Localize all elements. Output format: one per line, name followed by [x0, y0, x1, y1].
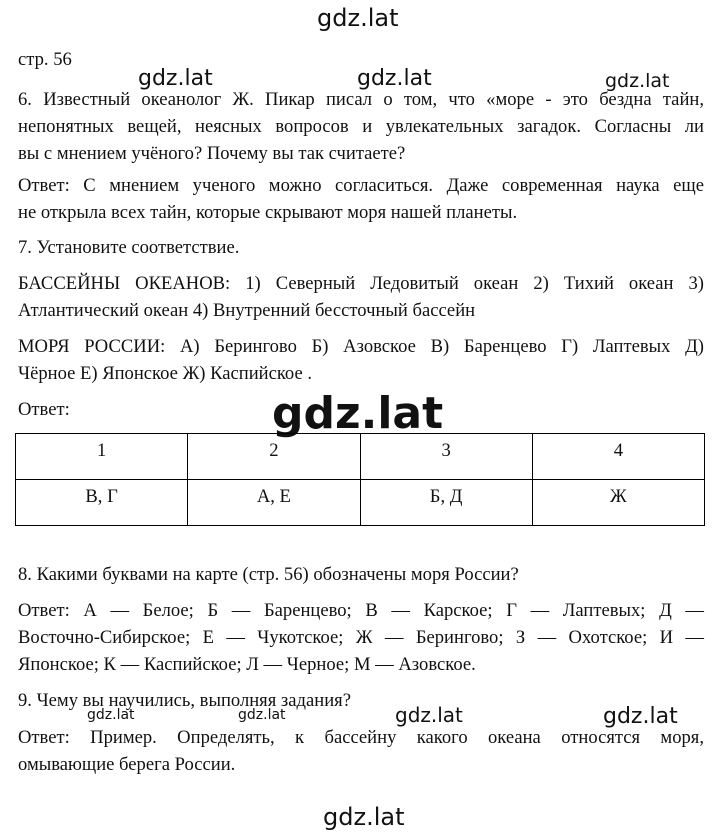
- table-header-cell: 3: [360, 434, 532, 480]
- watermark-row1-b: gdz.lat: [357, 66, 432, 91]
- question-8-title: 8. Какими буквами на карте (стр. 56) обозначены моря России?: [18, 564, 519, 585]
- answer-9-line: Ответ: Пример. Определять, к бассейну какого океана относятся моря,: [18, 727, 704, 748]
- watermark-row2-small-b: gdz.lat: [238, 707, 286, 723]
- watermark-row1-c: gdz.lat: [605, 70, 670, 92]
- question-6-line: 6. Известный океанолог Ж. Пикар писал о том, что «море - это бездна тайн,: [18, 89, 704, 110]
- table-cell: Б, Д: [360, 480, 532, 526]
- question-7-basins: [18, 270, 704, 324]
- watermark-bottom: gdz.lat: [323, 803, 405, 831]
- basins-line: Атлантический океан 4) Внутренний бессточный бассейн: [18, 300, 476, 321]
- question-6-line: вы с мнением учёного? Почему вы так считаете?: [18, 143, 406, 164]
- answer-8-line: Японское; К — Каспийское; Л — Черное; М — Азовское.: [18, 654, 476, 675]
- answer-7-label: Ответ:: [18, 399, 70, 420]
- answer-8-line: Ответ: А — Белое; Б — Баренцево; В — Карское; Г — Лаптевых; Д —: [18, 600, 704, 621]
- answer-7-table: [15, 433, 705, 526]
- table-header-row: [16, 434, 705, 480]
- watermark-row2-big-b: gdz.lat: [603, 704, 678, 729]
- table-header-cell: 1: [16, 434, 188, 480]
- table-header-cell: 2: [188, 434, 360, 480]
- table-header-cell: 4: [532, 434, 704, 480]
- watermark-center-big: gdz.lat: [272, 388, 444, 439]
- answer-8-line: Восточно-Сибирское; Е — Чукотское; Ж — Берингово; З — Охотское; И —: [18, 627, 704, 648]
- page-reference: стр. 56: [18, 49, 72, 70]
- table-cell: А, Е: [188, 480, 360, 526]
- watermark-row1-a: gdz.lat: [138, 66, 213, 91]
- question-6: [18, 86, 704, 167]
- answer-6-line: не открыла всех тайн, которые скрывают моря нашей планеты.: [18, 202, 518, 223]
- seas-line: Чёрное Е) Японское Ж) Каспийское .: [18, 363, 313, 384]
- basins-line: БАССЕЙНЫ ОКЕАНОВ: 1) Северный Ледовитый океан 2) Тихий океан 3): [18, 273, 704, 294]
- question-6-line: непонятных вещей, неясных вопросов и увлекательных загадок. Согласны ли: [18, 116, 704, 137]
- table-cell: Ж: [532, 480, 704, 526]
- answer-6-line: Ответ: С мнением ученого можно согласиться. Даже современная наука еще: [18, 175, 704, 196]
- answer-9-line: омывающие берега России.: [18, 754, 236, 775]
- watermark-row2-big-a: gdz.lat: [395, 703, 463, 727]
- question-7-title: 7. Установите соответствие.: [18, 237, 240, 258]
- answer-8: [18, 597, 704, 678]
- seas-line: МОРЯ РОССИИ: А) Берингово Б) Азовское В) Баренцево Г) Лаптевых Д): [18, 336, 704, 357]
- answer-6: [18, 172, 704, 226]
- watermark-row2-small-a: gdz.lat: [87, 707, 135, 723]
- answer-9: [18, 724, 704, 778]
- watermark-top: gdz.lat: [317, 4, 399, 32]
- table-cell: В, Г: [16, 480, 188, 526]
- question-7-seas: [18, 333, 704, 387]
- question-9-title: 9. Чему вы научились, выполняя задания?: [18, 690, 351, 711]
- table-row: [16, 480, 705, 526]
